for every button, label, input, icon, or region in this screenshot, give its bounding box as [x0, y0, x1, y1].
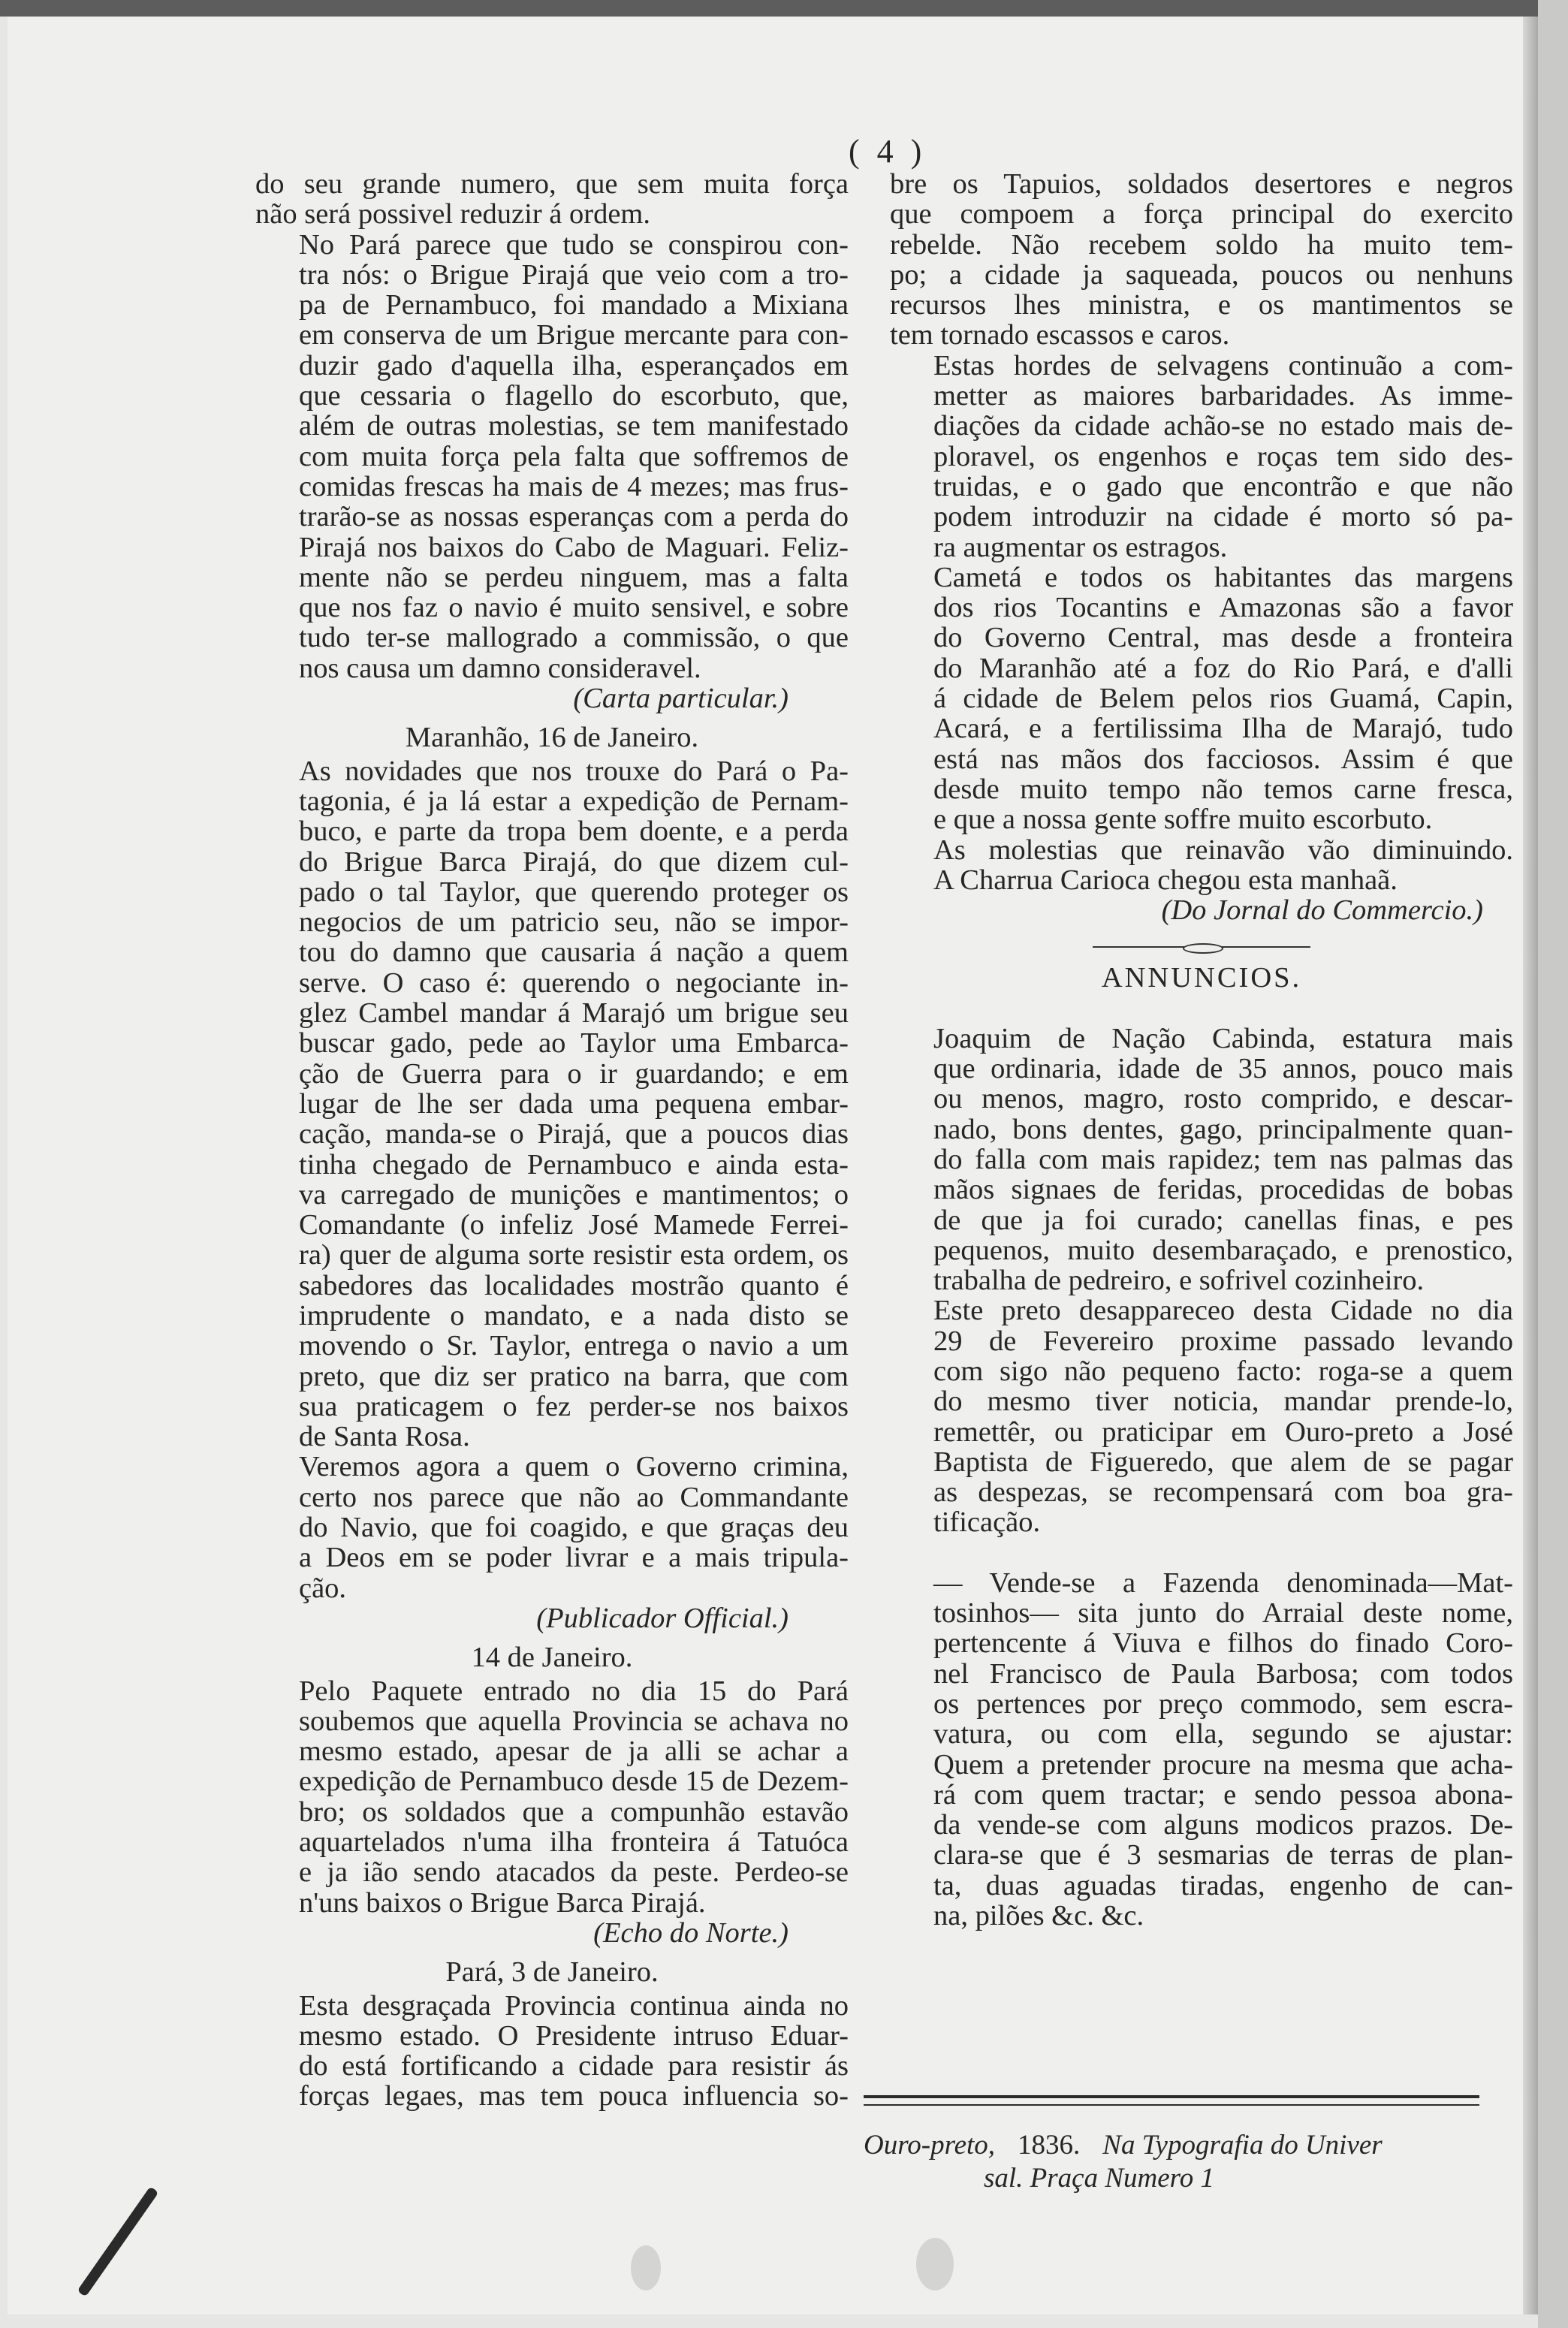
text-line: mente não se perdeu ninguem, mas a falta: [299, 561, 849, 593]
text-line: em conserva de um Brigue mercante para con-: [299, 319, 849, 351]
text-line: tificação.: [933, 1506, 1041, 1539]
ornamental-rule: [1093, 942, 1310, 952]
text-line: mesmo estado. O Presidente intruso Eduar-: [299, 2019, 849, 2052]
text-line: Acará, e a fertilissima Ilha de Marajó, tudo: [933, 713, 1513, 745]
text-line: forças legaes, mas tem pouca influencia so-: [299, 2080, 849, 2112]
text-line: de que ja foi curado; canellas finas, e pes: [933, 1204, 1513, 1236]
dateline: Maranhão, 16 de Janeiro.: [405, 722, 699, 754]
text-line: negocios de um patricio seu, não se impor-: [299, 906, 849, 939]
ink-smudge: [631, 2245, 661, 2290]
text-line: truidas, e o gado que encontrão e que não: [933, 470, 1513, 502]
text-line: As novidades que nos trouxe do Pará o Pa-: [299, 755, 849, 787]
text-line: Quem a pretender procure na mesma que acha-: [933, 1748, 1513, 1781]
text-line: do seu grande numero, que sem muita força: [255, 168, 849, 200]
text-line: pa de Pernambuco, foi mandado a Mixiana: [299, 289, 849, 321]
text-line: po; a cidade ja saqueada, poucos ou nenhuns: [890, 258, 1513, 291]
text-line: movendo o Sr. Taylor, entrega o navio a um: [299, 1330, 849, 1362]
announcement: [890, 1024, 1513, 1296]
text-line: No Pará parece que tudo se conspirou con-: [299, 228, 849, 261]
text-line: duzir gado d'aquella ilha, esperançados em: [299, 349, 849, 381]
text-line: tinha chegado de Pernambuco e ainda esta-: [299, 1148, 849, 1181]
text-line: do Governo Central, mas desde a fronteira: [933, 622, 1513, 654]
text-line: tosinhos— sita junto do Arraial deste nome,: [933, 1597, 1513, 1630]
announcement: [890, 1295, 1513, 1537]
text-line: está nas mãos dos facciosos. Assim é que: [933, 743, 1513, 775]
text-line: lugar de lhe ser dada uma pequena embar-: [299, 1087, 849, 1120]
text-line: n'uns baixos o Brigue Barca Pirajá.: [299, 1886, 706, 1919]
imprint-address: sal. Praça Numero 1: [984, 2163, 1214, 2194]
text-line: tudo ter-se mallogrado a commissão, o que: [299, 622, 849, 654]
text-line: glez Cambel mandar á Marajó um brigue seu: [299, 997, 849, 1030]
text-line: rebelde. Não recebem soldo ha muito tem-: [890, 228, 1513, 261]
paragraph: [255, 230, 849, 683]
text-line: a Deos em se poder livrar e a mais tripula-: [299, 1542, 849, 1574]
spacer: [890, 1538, 1513, 1568]
text-line: sua praticagem o fez perder-se nos baixos: [299, 1390, 849, 1422]
announcement: [890, 1568, 1513, 1931]
text-line: ção.: [299, 1572, 347, 1604]
text-line: podem introduzir na cidade é morto só pa-: [933, 501, 1513, 533]
ink-smudge: [916, 2238, 954, 2290]
paragraph: [255, 1991, 849, 2112]
text-line: Cametá e todos os habitantes das margens: [933, 561, 1513, 593]
imprint: [864, 2129, 1479, 2195]
text-line: pado o tal Taylor, que querendo proteger os: [299, 876, 849, 908]
text-line: que ordinaria, idade de 35 annos, pouco mais: [933, 1053, 1513, 1085]
paragraph: [255, 756, 849, 1452]
text-line: bro; os soldados que a compunhão estavão: [299, 1796, 849, 1828]
text-line: ção de Guerra para o ir guardando; e em: [299, 1057, 849, 1090]
text-line: com muita força pela falta que soffremos de: [299, 440, 849, 472]
text-line: Pelo Paquete entrado no dia 15 do Pará: [299, 1675, 849, 1707]
text-line: expedição de Pernambuco desde 15 de Dezem-: [299, 1766, 849, 1798]
paragraph: [255, 1452, 849, 1603]
source-credit: (Echo do Norte.): [593, 1916, 789, 1949]
text-line: comidas frescas ha mais de 4 mezes; mas frus-: [299, 470, 849, 502]
text-line: da vende-se com alguns modicos prazos. De-: [933, 1809, 1513, 1841]
text-line: ra) quer de alguma sorte resistir esta ordem, os: [299, 1239, 849, 1271]
paragraph: [255, 169, 849, 230]
text-line: certo nos parece que não ao Commandante: [299, 1481, 849, 1513]
imprint-place: Ouro-preto,: [864, 2130, 996, 2161]
source-credit: (Do Jornal do Commercio.): [1161, 894, 1483, 927]
text-line: pequenos, muito desembaraçado, e prenostico,: [933, 1234, 1513, 1266]
paragraph: [255, 1676, 849, 1918]
dateline: 14 de Janeiro.: [471, 1642, 633, 1674]
text-line: mesmo estado, apesar de ja alli se achar a: [299, 1735, 849, 1768]
text-line: além de outras molestias, se tem manifestado: [299, 410, 849, 442]
imprint-line: [864, 2129, 1479, 2162]
text-line: 29 de Fevereiro proxime passado levando: [933, 1325, 1513, 1357]
text-line: remettêr, ou praticipar em Ouro-preto a José: [933, 1416, 1513, 1448]
text-line: tou do damno que causaria á nação a quem: [299, 936, 849, 969]
text-line: não será possivel reduzir á ordem.: [255, 198, 650, 231]
paragraph: [890, 169, 1513, 351]
text-line: nel Francisco de Paula Barbosa; com todos: [933, 1657, 1513, 1690]
text-line: que nos faz o navio é muito sensivel, e sobre: [299, 592, 849, 624]
text-line: recursos lhes ministra, e os mantimentos se: [890, 289, 1513, 321]
text-line: mãos signaes de feridas, procedidas de bobas: [933, 1174, 1513, 1206]
text-line: clara-se que é 3 sesmarias de terras de plan-: [933, 1839, 1513, 1871]
text-line: Joaquim de Nação Cabinda, estatura mais: [933, 1022, 1513, 1054]
text-line: nado, bons dentes, gago, principalmente quan-: [933, 1113, 1513, 1145]
text-line: na, pilões &c. &c.: [933, 1900, 1144, 1932]
text-line: do falla com mais rapidez; tem nas palmas das: [933, 1143, 1513, 1175]
text-line: á cidade de Belem pelos rios Guamá, Capin,: [933, 683, 1513, 715]
text-line: Baptista de Figueredo, que alem de se pagar: [933, 1446, 1513, 1478]
text-line: As molestias que reinavão vão diminuindo.: [933, 834, 1513, 866]
text-line: Pirajá nos baixos do Cabo de Maguari. Feliz-: [299, 531, 849, 563]
text-line: do Navio, que foi coagido, e que graças deu: [299, 1512, 849, 1544]
right-column: [890, 169, 1513, 1931]
page-number: ( 4 ): [849, 133, 927, 170]
text-line: preto, que diz ser pratico na barra, que com: [299, 1360, 849, 1392]
text-line: Estas hordes de selvagens continuão a com-: [933, 349, 1513, 381]
text-line: as despezas, se recompensará com boa gra-: [933, 1476, 1513, 1509]
scan-top-edge: [0, 0, 1568, 17]
text-line: vatura, ou com ella, segundo se ajustar:: [933, 1718, 1513, 1751]
text-line: rá com quem tractar; e sendo pessoa abona-: [933, 1778, 1513, 1811]
text-line: buscar gado, pede ao Taylor uma Embarca-: [299, 1027, 849, 1060]
text-line: imprudente o mandato, e a nada disto se: [299, 1299, 849, 1331]
text-line: buco, e parte da tropa bem doente, e a perda: [299, 816, 849, 848]
text-line: ra augmentar os estragos.: [933, 531, 1228, 563]
text-line: — Vende-se a Fazenda denominada—Mat-: [933, 1567, 1513, 1599]
text-line: e que a nossa gente soffre muito escorbuto.: [933, 804, 1433, 836]
dateline: Pará, 3 de Janeiro.: [445, 1956, 659, 1989]
text-line: os pertences por preço commodo, sem escra-: [933, 1687, 1513, 1720]
text-line: do Brigue Barca Pirajá, do que dizem cul-: [299, 846, 849, 878]
text-line: trabalha de pedreiro, e sofrivel cozinheiro.: [933, 1265, 1425, 1297]
text-line: do está fortificando a cidade para resistir ás: [299, 2050, 849, 2082]
paragraph: [890, 835, 1513, 896]
text-line: Este preto desappareceo desta Cidade no dia: [933, 1295, 1513, 1327]
text-line: de Santa Rosa.: [299, 1421, 470, 1453]
text-line: A Charrua Carioca chegou esta manhaã.: [933, 864, 1398, 896]
imprint-printer: Na Typografia do Univer: [1102, 2130, 1383, 2161]
text-line: va carregado de munições e mantimentos; o: [299, 1178, 849, 1211]
text-line: diações da cidade achão-se no estado mais de-: [933, 410, 1513, 442]
text-line: que cessaria o flagello do escorbuto, que,: [299, 380, 849, 412]
text-line: tagonia, é ja lá estar a expedição de Pernam-: [299, 785, 849, 817]
announcements-heading: ANNUNCIOS.: [1101, 962, 1302, 994]
paragraph: [890, 351, 1513, 562]
page-fold-shadow: [1523, 17, 1538, 2314]
text-line: Veremos agora a quem o Governo crimina,: [299, 1451, 849, 1483]
text-line: sabedores das localidades mostrão quanto é: [299, 1269, 849, 1301]
footer-rule: [864, 2095, 1479, 2106]
text-line: e ja ião sendo atacados da peste. Perdeo-se: [299, 1856, 849, 1889]
text-line: serve. O caso é: querendo o negociante in-: [299, 966, 849, 999]
text-line: ta, duas aguadas tiradas, engenho de can-: [933, 1869, 1513, 1901]
source-credit: (Publicador Official.): [536, 1602, 789, 1634]
source-credit: (Carta particular.): [573, 683, 789, 715]
text-line: ploravel, os engenhos e roças tem sido des-: [933, 440, 1513, 472]
text-line: Esta desgraçada Provincia continua ainda no: [299, 1989, 849, 2022]
text-line: dos rios Tocantins e Amazonas são a favor: [933, 592, 1513, 624]
text-line: aquartelados n'uma ilha fronteira á Tatuóca: [299, 1826, 849, 1859]
text-line: metter as maiores barbaridades. As imme-: [933, 380, 1513, 412]
paragraph: [890, 562, 1513, 835]
text-line: com sigo não pequeno facto: roga-se a quem: [933, 1355, 1513, 1387]
text-line: do Maranhão até a foz do Rio Pará, e d'alli: [933, 652, 1513, 684]
text-line: tra nós: o Brigue Pirajá que veio com a tro-: [299, 258, 849, 291]
scan-right-edge: [1538, 0, 1568, 2328]
text-line: pertencente á Viuva e filhos do finado Coro-: [933, 1627, 1513, 1660]
text-line: ou menos, magro, rosto comprido, e descar-: [933, 1083, 1513, 1115]
text-line: cação, manda-se o Pirajá, que a poucos dias: [299, 1118, 849, 1150]
text-line: soubemos que aquella Provincia se achava no: [299, 1705, 849, 1737]
imprint-year: 1836.: [1018, 2130, 1081, 2161]
text-line: trarão-se as nossas esperanças com a perda do: [299, 501, 849, 533]
text-line: tem tornado escassos e caros.: [890, 319, 1230, 351]
text-line: desde muito tempo não temos carne fresca,: [933, 773, 1513, 805]
text-line: bre os Tapuios, soldados desertores e negros: [890, 168, 1513, 200]
text-line: do mesmo tiver noticia, mandar prende-lo,: [933, 1386, 1513, 1418]
text-line: que compoem a força principal do exercito: [890, 198, 1513, 231]
text-line: Comandante (o infeliz José Mamede Ferrei-: [299, 1209, 849, 1241]
text-line: nos causa um damno consideravel.: [299, 652, 701, 684]
left-column: [255, 169, 849, 2112]
